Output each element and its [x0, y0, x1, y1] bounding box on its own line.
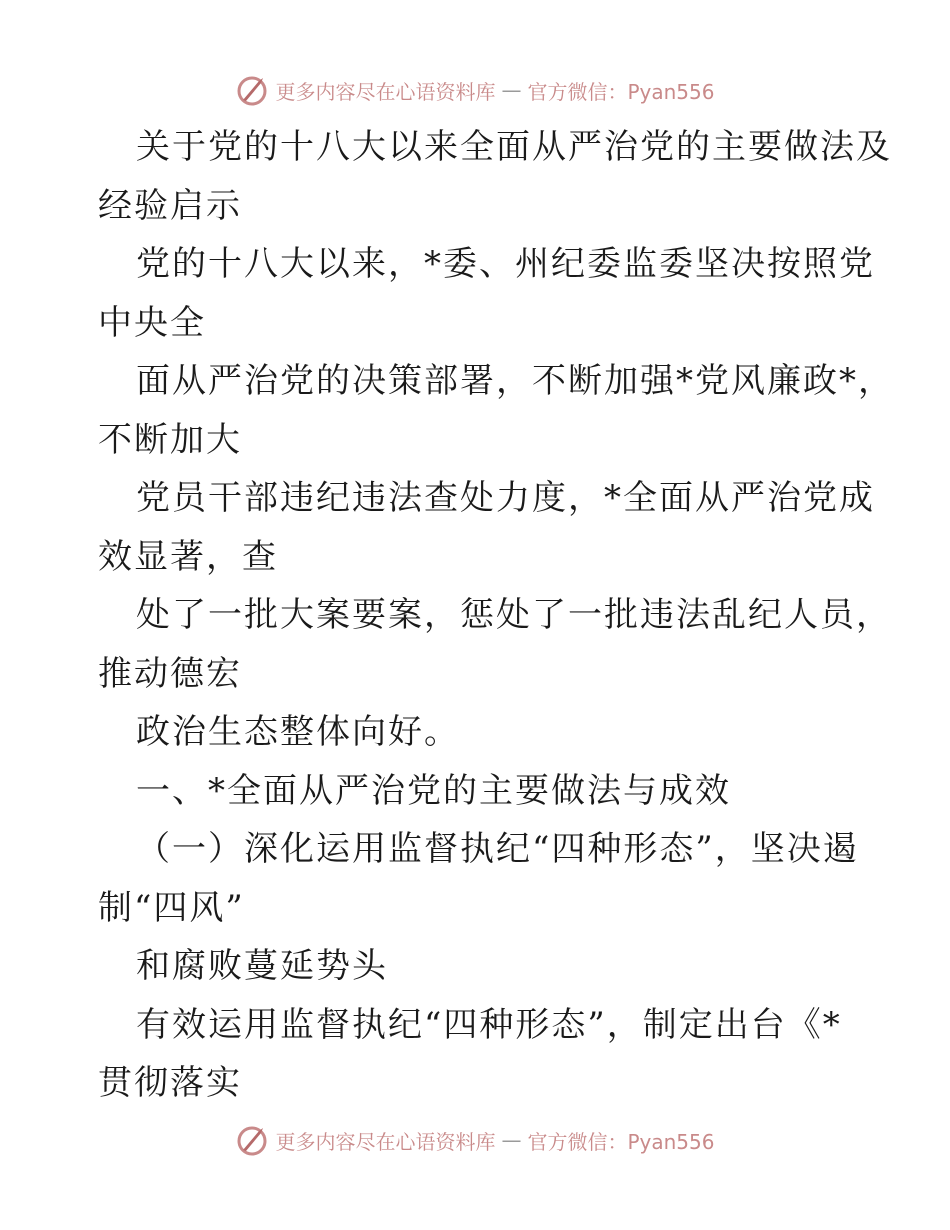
paragraph-line: 有效运用监督执纪“四种形态”，制定出台《* [136, 1004, 842, 1045]
watermark-contact-text: 官方微信：Pyan556 [527, 1129, 715, 1154]
document-body [98, 118, 894, 1113]
watermark-contact-text: 官方微信：Pyan556 [527, 79, 715, 104]
paragraph-line: 党员干部违纪违法查处力度，*全面从严治党成 [136, 478, 875, 518]
watermark-brand-text: 更多内容尽在心语资料库 [275, 79, 496, 104]
subsection-heading-line-2: 制“四风” [98, 887, 245, 928]
document-title-line-2: 经验启示 [98, 185, 242, 226]
watermark-brand-text: 更多内容尽在心语资料库 [275, 1129, 496, 1154]
section-heading: 一、*全面从严治党的主要做法与成效 [136, 770, 731, 811]
quill-pen-logo-icon [235, 73, 269, 107]
watermark-separator: — [501, 1128, 522, 1152]
paragraph-line: 面从严治党的决策部署，不断加强*党风廉政*， [136, 361, 894, 401]
subsection-heading-line-3: 和腐败蔓延势头 [136, 946, 388, 986]
subsection-heading-line-1: （一）深化运用监督执纪“四种形态”，坚决遏 [136, 829, 859, 869]
watermark-separator: — [501, 78, 522, 102]
paragraph-line: 不断加大 [98, 419, 242, 460]
paragraph-line: 中央全 [98, 302, 206, 343]
paragraph-line: 处了一批大案要案，惩处了一批违法乱纪人员， [136, 595, 892, 635]
paragraph-line: 推动德宏 [98, 653, 242, 694]
paragraph-line: 效显著，查 [98, 536, 278, 577]
paragraph-line: 政治生态整体向好。 [136, 712, 460, 752]
paragraph-line: 党的十八大以来，*委、州纪委监委坚决按照党 [136, 244, 875, 284]
paragraph-line: 贯彻落实 [98, 1063, 242, 1103]
footer-watermark [0, 1120, 950, 1160]
quill-pen-logo-icon [235, 1123, 269, 1157]
document-title-line-1: 关于党的十八大以来全面从严治党的主要做法及 [136, 127, 892, 167]
header-watermark [0, 70, 950, 110]
